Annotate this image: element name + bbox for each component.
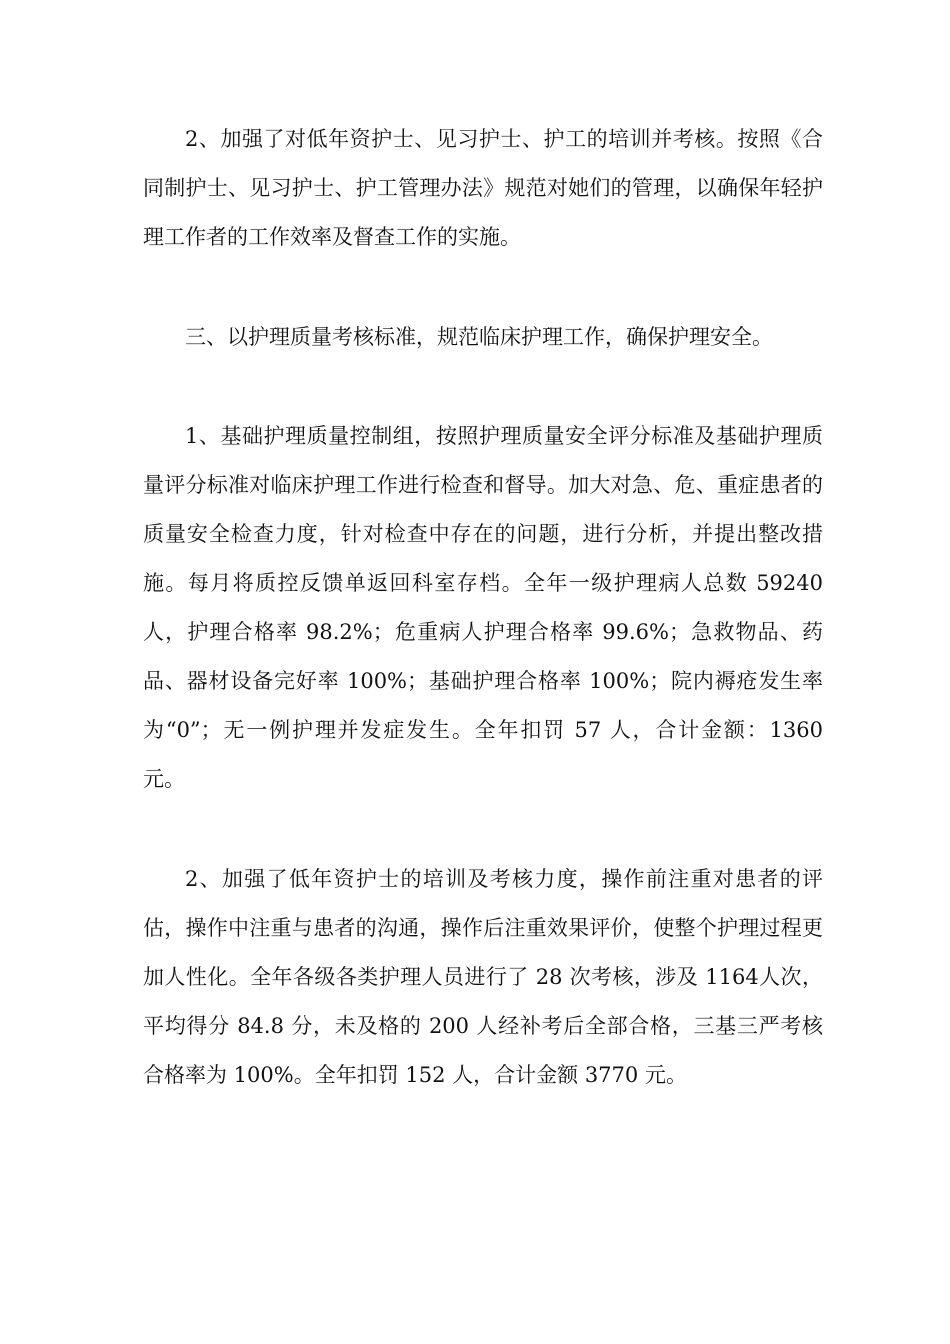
paragraph-junior-nurse-training: 2、加强了低年资护士的培训及考核力度，操作前注重对患者的评估，操作中注重与患者的沟通，操作后注重效果评价，使整个护理过程更加人性化。全年各级各类护理人员进行了 28 次考核，涉及 1164人次，平均得分 84.8 分，未及格的 200 人经补考后全部合格，三基三严考核合格率为 100%。全年扣罚 152 人，合计金额 3770 元。 [143, 867, 823, 1087]
paragraph-training-assessment: 2、加强了对低年资护士、见习护士、护工的培训并考核。按照《合同制护士、见习护士、护工管理办法》规范对她们的管理，以确保年轻护理工作者的工作效率及督查工作的实施。 [143, 127, 823, 249]
paragraph-basic-nursing-quality: 1、基础护理质量控制组，按照护理质量安全评分标准及基础护理质量评分标准对临床护理工作进行检查和督导。加大对急、危、重症患者的质量安全检查力度，针对检查中存在的问题，进行分析，并提出整改措施。每月将质控反馈单返回科室存档。全年一级护理病人总数 59240 人，护理合格率 98.2%；危重病人护理合格率 99.6%；急救物品、药品、器材设备完好率 100%；基础护理合格率 100%；院内褥疮发生率为“0”；无一例护理并发症发生。全年扣罚 57 人，合计金额：1360 元。 [143, 424, 823, 791]
section-heading-quality-standards: 三、以护理质量考核标准，规范临床护理工作，确保护理安全。 [185, 325, 773, 349]
